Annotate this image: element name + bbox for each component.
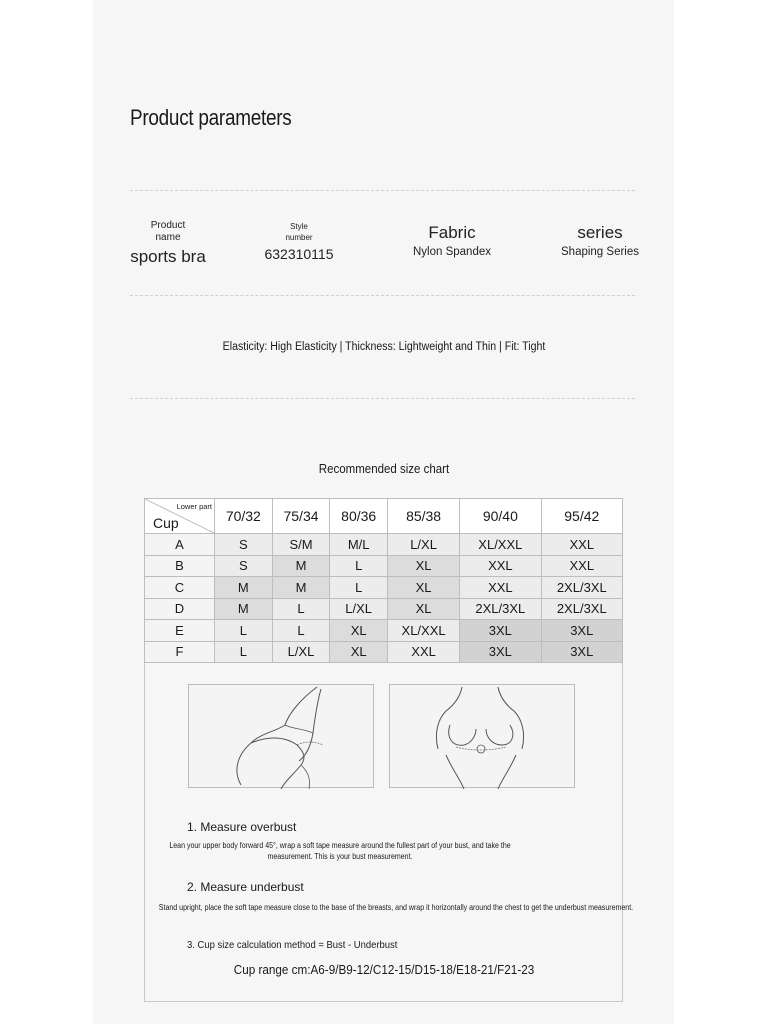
table-cell: M xyxy=(272,555,330,577)
table-cell: XL xyxy=(388,598,460,620)
table-cell: M/L xyxy=(330,534,388,556)
corner-label-cup: Cup xyxy=(153,515,179,531)
table-cell: XXL xyxy=(541,534,622,556)
table-cell: L/XL xyxy=(388,534,460,556)
table-cell: M xyxy=(215,577,273,599)
table-cell: XL xyxy=(388,577,460,599)
table-cell: L xyxy=(330,577,388,599)
table-row xyxy=(145,577,623,599)
step1-heading: 1. Measure overbust xyxy=(187,820,297,834)
size-table xyxy=(144,498,623,663)
table-row xyxy=(145,534,623,556)
table-cell: XL xyxy=(330,620,388,642)
table-cell: L xyxy=(330,555,388,577)
param-label: Product name xyxy=(150,220,186,243)
row-header-cup: E xyxy=(145,620,215,642)
overbust-figure-drawing xyxy=(189,685,375,789)
param-product-name xyxy=(130,220,206,267)
param-value: 632310115 xyxy=(264,246,334,262)
row-header-cup: F xyxy=(145,641,215,663)
column-header: 80/36 xyxy=(330,499,388,534)
param-label: Style number xyxy=(285,222,313,242)
step3-calculation: 3. Cup size calculation method = Bust - Underbust xyxy=(187,939,398,951)
table-cell: M xyxy=(215,598,273,620)
table-cell: XL xyxy=(388,555,460,577)
table-row xyxy=(145,641,623,663)
column-header: 75/34 xyxy=(272,499,330,534)
param-series xyxy=(552,223,648,258)
table-cell: S/M xyxy=(272,534,330,556)
table-row xyxy=(145,620,623,642)
table-cell: L xyxy=(272,620,330,642)
divider xyxy=(130,190,635,191)
table-row xyxy=(145,555,623,577)
table-cell: XL/XXL xyxy=(388,620,460,642)
column-header: 85/38 xyxy=(388,499,460,534)
table-cell: XL xyxy=(330,641,388,663)
row-header-cup: B xyxy=(145,555,215,577)
table-cell: XXL xyxy=(460,577,541,599)
row-header-cup: A xyxy=(145,534,215,556)
param-style-number xyxy=(258,221,340,262)
step2-text: Stand upright, place the soft tape measure close to the base of the breasts, and wrap it horizontally around the chest to get the underbust measurement. xyxy=(158,903,634,912)
table-cell: L xyxy=(272,598,330,620)
product-params xyxy=(130,215,640,275)
size-chart-title: Recommended size chart xyxy=(318,462,450,476)
column-header: 90/40 xyxy=(460,499,541,534)
param-fabric xyxy=(402,223,502,258)
table-cell: XXL xyxy=(460,555,541,577)
param-label: Fabric xyxy=(428,223,476,242)
table-cell: 3XL xyxy=(541,641,622,663)
step2-heading: 2. Measure underbust xyxy=(187,880,304,894)
table-cell: XL/XXL xyxy=(460,534,541,556)
underbust-figure-drawing xyxy=(390,685,576,789)
divider xyxy=(130,398,635,399)
underbust-illustration xyxy=(389,684,575,788)
table-cell: 2XL/3XL xyxy=(541,577,622,599)
attributes-line: Elasticity: High Elasticity | Thickness: Lightweight and Thin | Fit: Tight xyxy=(222,341,546,353)
param-label: series xyxy=(577,223,623,242)
corner-cell xyxy=(145,499,215,534)
table-cell: 3XL xyxy=(460,620,541,642)
size-table-header xyxy=(145,499,623,534)
column-header: 70/32 xyxy=(215,499,273,534)
divider xyxy=(130,295,635,296)
overbust-illustration xyxy=(188,684,374,788)
row-header-cup: D xyxy=(145,598,215,620)
corner-label-lower-part: Lower part xyxy=(176,502,212,511)
table-cell: S xyxy=(215,534,273,556)
table-cell: L/XL xyxy=(272,641,330,663)
table-cell: 2XL/3XL xyxy=(541,598,622,620)
table-cell: L xyxy=(215,620,273,642)
cup-range: Cup range cm:A6-9/B9-12/C12-15/D15-18/E18-21/F21-23 xyxy=(233,962,535,977)
table-cell: 2XL/3XL xyxy=(460,598,541,620)
table-cell: 3XL xyxy=(460,641,541,663)
table-cell: L/XL xyxy=(330,598,388,620)
table-cell: L xyxy=(215,641,273,663)
param-value: Shaping Series xyxy=(561,246,639,258)
table-cell: M xyxy=(272,577,330,599)
table-cell: XXL xyxy=(541,555,622,577)
table-cell: S xyxy=(215,555,273,577)
param-value: sports bra xyxy=(130,247,206,266)
row-header-cup: C xyxy=(145,577,215,599)
page-title: Product parameters xyxy=(130,105,292,130)
param-value: Nylon Spandex xyxy=(413,246,491,258)
table-cell: 3XL xyxy=(541,620,622,642)
column-header: 95/42 xyxy=(541,499,622,534)
table-cell: XXL xyxy=(388,641,460,663)
step1-text: Lean your upper body forward 45°, wrap a soft tape measure around the fullest part of your bust, and take the measurement. This is your bust measurement. xyxy=(169,841,511,861)
table-row xyxy=(145,598,623,620)
